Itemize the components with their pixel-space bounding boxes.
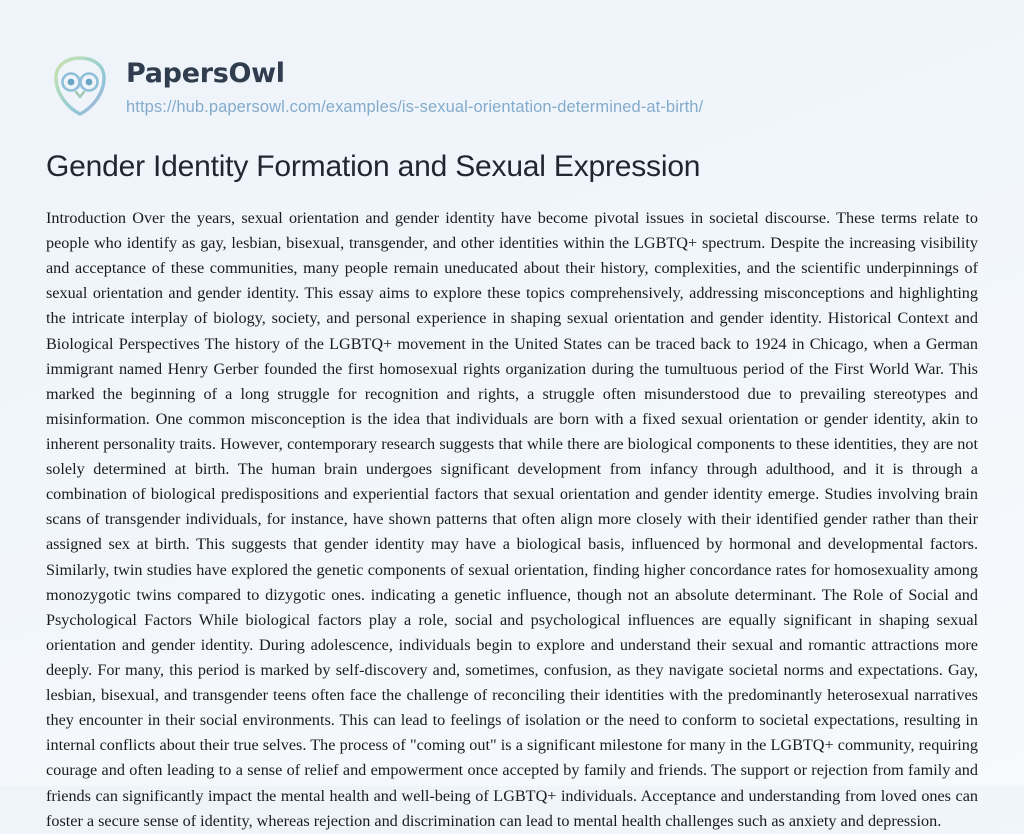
brand-block	[126, 55, 703, 117]
page-title: Gender Identity Formation and Sexual Expression	[46, 150, 701, 183]
brand-name: PapersOwl	[126, 58, 285, 90]
owl-logo-icon[interactable]	[46, 52, 114, 120]
article-body: Introduction Over the years, sexual orientation and gender identity have become pivotal issues in societal discourse. These terms relate to people who identify as gay, lesbian, bisexual, transgender, and other identities within the LGBTQ+ spectrum. Despite the increasing visibility and acceptance of these communities, many people remain uneducated about their history, complexities, and the scientific underpinnings of sexual orientation and gender identity. This essay aims to explore these topics comprehensively, addressing misconceptions and highlighting the intricate interplay of biology, society, and personal experience in shaping sexual orientation and gender identity. Historical Context and Biological Perspectives The history of the LGBTQ+ movement in the United States can be traced back to 1924 in Chicago, when a German immigrant named Henry Gerber founded the first homosexual rights organization during the tumultuous period of the First World War. This marked the beginning of a long struggle for recognition and rights, a struggle often misunderstood due to prevailing stereotypes and misinformation. One common misconception is the idea that individuals are born with a fixed sexual orientation or gender identity, akin to inherent personality traits. However, contemporary research suggests that while there are biological components to these identities, they are not solely determined at birth. The human brain undergoes significant development from infancy through adulthood, and it is through a combination of biological predispositions and experiential factors that sexual orientation and gender identity emerge. Studies involving brain scans of transgender individuals, for instance, have shown patterns that often align more closely with their identified gender rather than their assigned sex at birth. This suggests that gender identity may have a biological basis, influenced by hormonal and developmental factors. Similarly, twin studies have explored the genetic components of sexual orientation, finding higher concordance rates for homosexuality among monozygotic twins compared to dizygotic ones. indicating a genetic influence, though not an absolute determinant. The Role of Social and Psychological Factors While biological factors play a role, social and psychological influences are equally significant in shaping sexual orientation and gender identity. During adolescence, individuals begin to explore and understand their sexual and romantic attractions more deeply. For many, this period is marked by self-discovery and, sometimes, confusion, as they navigate societal norms and expectations. Gay, lesbian, bisexual, and transgender teens often face the challenge of reconciling their identities with the predominantly heterosexual narratives they encounter in their social environments. This can lead to feelings of isolation or the need to conform to societal expectations, resulting in internal conflicts about their true selves. The process of "coming out" is a significant milestone for many in the LGBTQ+ community, requiring courage and often leading to a sense of relief and empowerment once accepted by family and friends. The support or rejection from family and friends can significantly impact the mental health and well-being of LGBTQ+ individuals. Acceptance and understanding from loved ones can foster a secure sense of identity, whereas rejection and discrimination can lead to mental health challenges such as anxiety and depression.	[46, 209, 978, 830]
document-content	[0, 120, 1024, 834]
site-header	[0, 0, 1024, 120]
source-url[interactable]: https://hub.papersowl.com/examples/is-sexual-orientation-determined-at-birth/	[126, 97, 704, 116]
